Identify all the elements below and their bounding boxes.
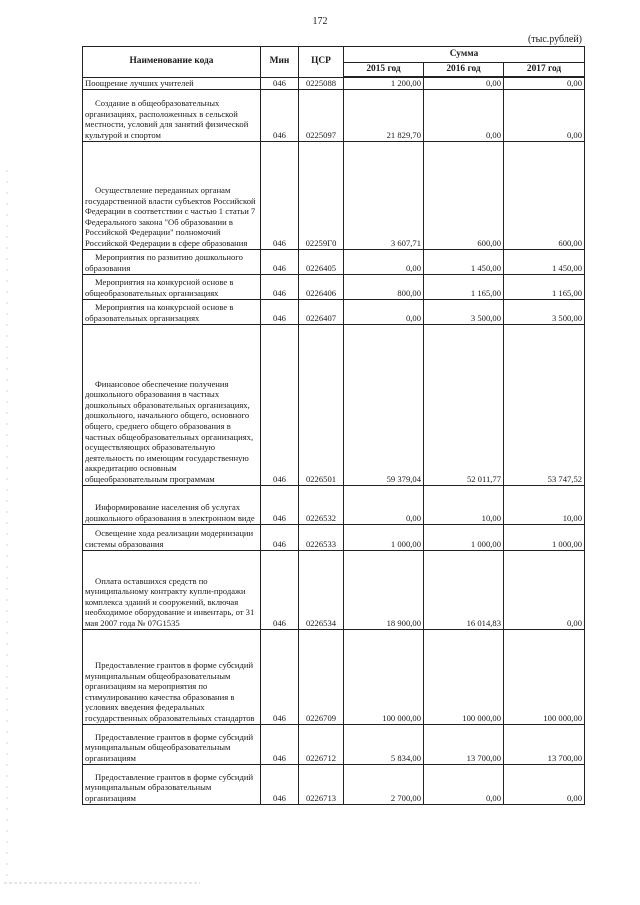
row-2015: 5 834,00 <box>344 724 424 764</box>
table-row <box>83 485 585 524</box>
row-csr: 0226405 <box>299 249 344 274</box>
row-2015: 0,00 <box>344 249 424 274</box>
row-csr: 02259Г0 <box>299 141 344 249</box>
row-csr: 0226709 <box>299 629 344 724</box>
row-csr: 0225097 <box>299 89 344 141</box>
row-2017: 0,00 <box>504 764 585 804</box>
row-csr: 0226407 <box>299 299 344 324</box>
row-2017: 10,00 <box>504 485 585 524</box>
table-row <box>83 299 585 324</box>
row-min: 046 <box>261 550 299 629</box>
page-number: 172 <box>312 16 328 27</box>
table-row <box>83 524 585 550</box>
row-name: Мероприятия на конкурсной основе в образовательных организациях <box>85 302 234 323</box>
row-min: 046 <box>261 249 299 274</box>
header-min: Мин <box>261 47 299 78</box>
row-2016: 52 011,77 <box>424 324 504 485</box>
row-name: Создание в общеобразовательных организациях, расположенных в сельской местности, условий для занятий физической культурой и спортом <box>85 98 249 140</box>
row-2015: 3 607,71 <box>344 141 424 249</box>
row-2016: 0,00 <box>424 89 504 141</box>
table-row <box>83 274 585 299</box>
table-row <box>83 249 585 274</box>
row-2017: 1 450,00 <box>504 249 585 274</box>
header-year-2015: 2015 год <box>344 63 424 78</box>
row-min: 046 <box>261 141 299 249</box>
table-row <box>83 629 585 724</box>
row-min: 046 <box>261 629 299 724</box>
header-year-2017: 2017 год <box>504 63 585 78</box>
row-name: Предоставление грантов в форме субсидий муниципальным общеобразовательным организациям <box>85 731 254 763</box>
row-name: Освещение хода реализации модернизации системы образования <box>85 528 254 549</box>
row-name: Предоставление грантов в форме субсидий муниципальным общеобразовательным организациям на мероприятия по стимулированию качества образования в условиях введения федеральных государственных образовательных стандартов <box>85 660 255 723</box>
row-csr: 0226406 <box>299 274 344 299</box>
row-2017: 13 700,00 <box>504 724 585 764</box>
row-min: 046 <box>261 524 299 550</box>
row-2017: 600,00 <box>504 141 585 249</box>
row-2015: 1 000,00 <box>344 524 424 550</box>
table-row <box>83 550 585 629</box>
row-2016: 16 014,83 <box>424 550 504 629</box>
table-row <box>83 89 585 141</box>
row-2017: 0,00 <box>504 550 585 629</box>
budget-table <box>82 46 585 805</box>
row-csr: 0226712 <box>299 724 344 764</box>
table-row <box>83 77 585 89</box>
row-2016: 3 500,00 <box>424 299 504 324</box>
row-2017: 100 000,00 <box>504 629 585 724</box>
row-csr: 0226534 <box>299 550 344 629</box>
row-csr: 0226501 <box>299 324 344 485</box>
table-row <box>83 324 585 485</box>
table-row <box>83 141 585 249</box>
row-min: 046 <box>261 724 299 764</box>
row-2016: 1 000,00 <box>424 524 504 550</box>
row-2017: 3 500,00 <box>504 299 585 324</box>
row-2016: 1 450,00 <box>424 249 504 274</box>
row-2017: 1 165,00 <box>504 274 585 299</box>
header-name: Наименование кода <box>83 47 261 78</box>
row-2016: 0,00 <box>424 77 504 89</box>
row-2017: 53 747,52 <box>504 324 585 485</box>
row-2015: 21 829,70 <box>344 89 424 141</box>
row-name: Мероприятия на конкурсной основе в общеобразовательных организациях <box>85 277 234 298</box>
row-2017: 0,00 <box>504 77 585 89</box>
row-2015: 2 700,00 <box>344 764 424 804</box>
row-name: Предоставление грантов в форме субсидий муниципальным образовательным организациям <box>85 771 254 803</box>
row-2015: 100 000,00 <box>344 629 424 724</box>
row-min: 046 <box>261 274 299 299</box>
header-year-2016: 2016 год <box>424 63 504 78</box>
row-2016: 100 000,00 <box>424 629 504 724</box>
row-min: 046 <box>261 77 299 89</box>
row-min: 046 <box>261 485 299 524</box>
row-2015: 800,00 <box>344 274 424 299</box>
header-sum: Сумма <box>344 47 585 63</box>
row-csr: 0226532 <box>299 485 344 524</box>
row-csr: 0226533 <box>299 524 344 550</box>
row-2017: 1 000,00 <box>504 524 585 550</box>
row-min: 046 <box>261 89 299 141</box>
row-name: Осуществление переданных органам государственной власти субъектов Российской Федерации в соответствии с частью 1 статьи 7 Федерального закона "Об образовании в Российской Федерации" полномочий Российской Федерации в сфере образования <box>85 185 256 248</box>
row-2017: 0,00 <box>504 89 585 141</box>
row-min: 046 <box>261 324 299 485</box>
row-name: Финансовое обеспечение получения дошкольного образования в частных дошкольных образовательных организациях, дошкольного, начального общего, основного общего, среднего общего образования в частных общеобразовательных организациях, осуществляющих образовательную деятельность по имеющим государственную аккредитацию основным общеобразовательным программам <box>85 378 254 484</box>
row-2016: 0,00 <box>424 764 504 804</box>
header-csr: ЦСР <box>299 47 344 78</box>
row-csr: 0226713 <box>299 764 344 804</box>
row-2016: 10,00 <box>424 485 504 524</box>
table-row <box>83 764 585 804</box>
table-row <box>83 724 585 764</box>
row-name: Информирование населения об услугах дошкольного образования в электронном виде <box>85 502 255 523</box>
row-2015: 0,00 <box>344 485 424 524</box>
row-name: Мероприятия по развитию дошкольного образования <box>85 252 243 273</box>
row-2016: 600,00 <box>424 141 504 249</box>
row-2016: 1 165,00 <box>424 274 504 299</box>
row-csr: 0225088 <box>299 77 344 89</box>
row-min: 046 <box>261 764 299 804</box>
row-2015: 59 379,04 <box>344 324 424 485</box>
units-label: (тыс.рублей) <box>527 34 582 45</box>
row-2015: 1 200,00 <box>344 77 424 89</box>
row-2015: 0,00 <box>344 299 424 324</box>
row-name: Оплата оставшихся средств по муниципальному контракту купли-продажи комплекса зданий и сооружений, включая необходимое оборудование и инвентарь, от 31 мая 2007 года № 07G1535 <box>85 575 255 628</box>
row-min: 046 <box>261 299 299 324</box>
row-name: Поощрение лучших учителей <box>83 77 261 89</box>
row-2016: 13 700,00 <box>424 724 504 764</box>
row-2015: 18 900,00 <box>344 550 424 629</box>
